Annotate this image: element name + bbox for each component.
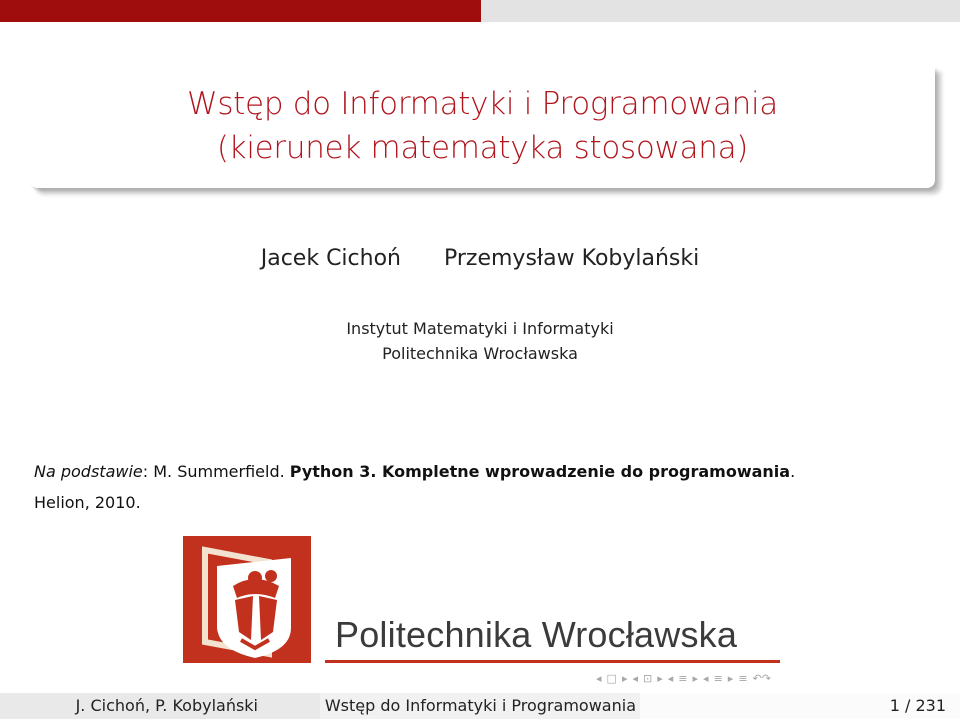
beamer-navigation bbox=[596, 672, 776, 688]
author-2: Przemysław Kobylański bbox=[443, 246, 700, 271]
reference-publisher: Helion, 2010. bbox=[34, 493, 141, 512]
reference-period: . bbox=[790, 462, 796, 481]
footer-authors: J. Cichoń, P. Kobylański bbox=[75, 696, 258, 715]
reference-line-1 bbox=[34, 456, 934, 487]
reference-author: : M. Summerfield. bbox=[142, 462, 290, 481]
affiliation bbox=[0, 316, 960, 366]
university-logo bbox=[180, 536, 782, 666]
top-bar-dark-segment bbox=[0, 0, 481, 22]
top-bar bbox=[0, 0, 960, 22]
footer-authors-box bbox=[0, 693, 320, 719]
footer-title-box bbox=[320, 693, 640, 719]
nav-prev-subsection-icon[interactable]: ◂ bbox=[632, 672, 638, 685]
top-bar-light-segment bbox=[481, 0, 960, 22]
nav-next-frame-icon[interactable]: ▸ bbox=[621, 672, 628, 685]
nav-frame-icon[interactable]: □ bbox=[606, 672, 617, 685]
reference bbox=[34, 456, 934, 518]
nav-subsection-icon[interactable]: ⊡ bbox=[643, 672, 653, 685]
reference-lead: Na podstawie bbox=[34, 462, 143, 481]
nav-next-section-icon[interactable]: ▸ bbox=[692, 672, 699, 685]
institute: Instytut Matematyki i Informatyki bbox=[346, 319, 614, 338]
nav-prev-section-icon[interactable]: ◂ bbox=[667, 672, 674, 685]
nav-section-icon[interactable]: ≡ bbox=[678, 672, 688, 685]
author-1: Jacek Cichoń bbox=[260, 246, 401, 271]
footer-page-box bbox=[640, 693, 960, 719]
nav-prev-frame-icon[interactable]: ◂ bbox=[596, 672, 602, 685]
footer-title: Wstęp do Informatyki i Programowania bbox=[324, 696, 636, 715]
nav-next-subsection-icon[interactable]: ▸ bbox=[657, 672, 663, 685]
logo-text: Politechnika Wrocławska bbox=[335, 614, 738, 655]
nav-prev-part-icon[interactable]: ◂ bbox=[703, 672, 709, 685]
eagle-emblem-icon bbox=[183, 536, 311, 663]
authors bbox=[0, 246, 960, 271]
logo-underline bbox=[325, 660, 780, 663]
nav-appendix-icon[interactable]: ≡ bbox=[738, 672, 748, 685]
title-line-2: (kierunek matematyka stosowana) bbox=[216, 130, 749, 166]
title-box bbox=[30, 66, 935, 188]
nav-search-back-icon[interactable]: ↶↷ bbox=[752, 672, 771, 685]
reference-book-title: Python 3. Kompletne wprowadzenie do programowania bbox=[289, 462, 791, 481]
nav-next-part-icon[interactable]: ▸ bbox=[727, 672, 734, 685]
page-number: 1 / 231 bbox=[889, 696, 946, 715]
university: Politechnika Wrocławska bbox=[382, 344, 578, 363]
footer bbox=[0, 693, 960, 719]
title-line-1: Wstęp do Informatyki i Programowania bbox=[186, 86, 778, 122]
nav-part-icon[interactable]: ≡ bbox=[713, 672, 723, 685]
